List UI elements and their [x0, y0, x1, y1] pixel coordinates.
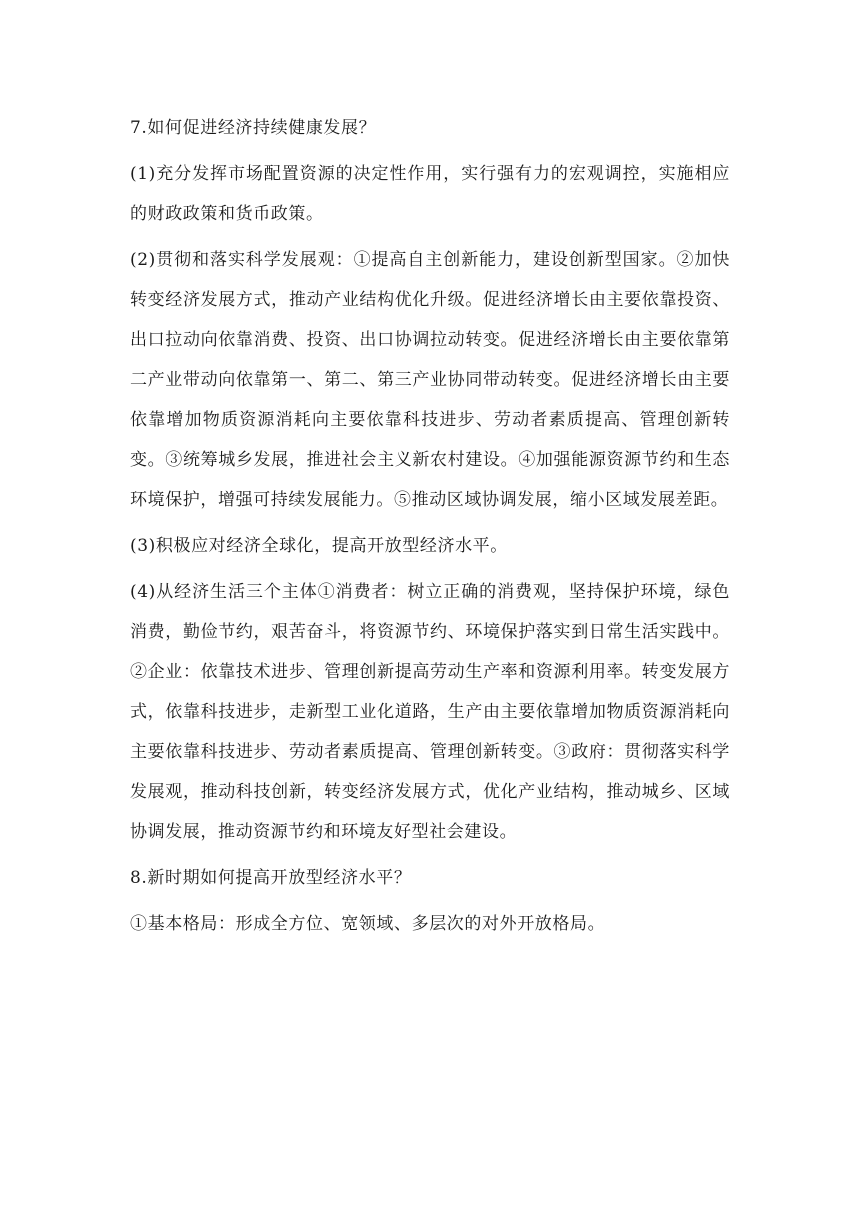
- answer-paragraph-3: (3)积极应对经济全球化，提高开放型经济水平。: [130, 536, 508, 556]
- document-body: [130, 108, 730, 950]
- answer-paragraph-4: (4)从经济生活三个主体①消费者：树立正确的消费观，坚持保护环境，绿色消费，勤俭节约，艰苦奋斗，将资源节约、环境保护落实到日常生活实践中。②企业：依靠技术进步、管理创新提高劳动生产率和资源利用率。转变发展方式，依靠科技进步，走新型工业化道路，生产由主要依靠增加物质资源消耗向主要依靠科技进步、劳动者素质提高、管理创新转变。③政府：贯彻落实科学发展观，推动科技创新，转变经济发展方式，优化产业结构，推动城乡、区域协调发展，推动资源节约和环境友好型社会建设。: [130, 582, 730, 842]
- answer-basic-pattern: ①基本格局：形成全方位、宽领域、多层次的对外开放格局。: [130, 914, 606, 934]
- answer-paragraph-1: (1)充分发挥市场配置资源的决定性作用，实行强有力的宏观调控，实施相应的财政政策和货币政策。: [130, 164, 730, 224]
- question-8-heading: 8.新时期如何提高开放型经济水平？: [130, 868, 412, 888]
- question-7-heading: 7.如何促进经济持续健康发展？: [130, 118, 377, 138]
- answer-paragraph-2: (2)贯彻和落实科学发展观：①提高自主创新能力，建设创新型国家。②加快转变经济发展方式，推动产业结构优化升级。促进经济增长由主要依靠投资、出口拉动向依靠消费、投资、出口协调拉动转变。促进经济增长由主要依靠第二产业带动向依靠第一、第二、第三产业协同带动转变。促进经济增长由主要依靠增加物质资源消耗向主要依靠科技进步、劳动者素质提高、管理创新转变。③统筹城乡发展，推进社会主义新农村建设。④加强能源资源节约和生态环境保护，增强可持续发展能力。⑤推动区域协调发展，缩小区域发展差距。: [130, 250, 730, 510]
